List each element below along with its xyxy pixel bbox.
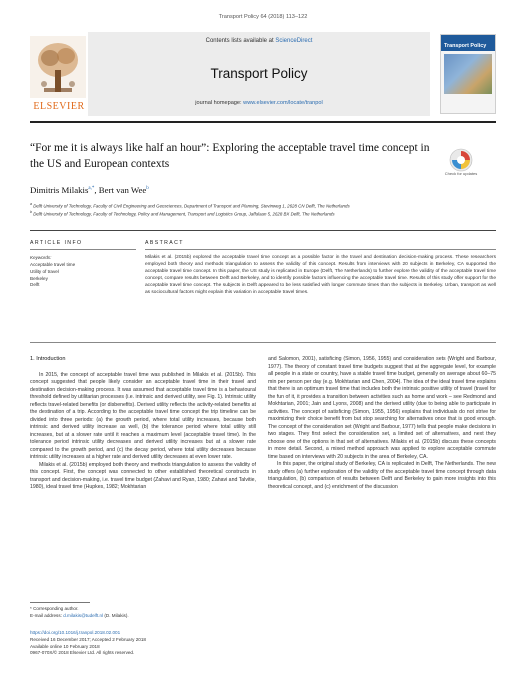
abstract-text: Milakis et al. (2015b) explored the acceptable travel time concept as a possible factor in the travel and destination decision-making process. These researchers employed both theory and methods triangulation to assess the validity of this concept. Results from interviews with 20 subjects in Berkeley, CA supported the acceptable travel time concept. In this paper, the US study is replicated in Europe (Delft, The Netherlands) to further explore the validity of the acceptable travel time concept, compare results between Delft and Berkeley, and to identify possible factors influencing the acceptable travel time. Results of this study offer support for the acceptable travel time concept. The subjects in Delft appeared to be less satisfied with longer commute times than the subjects in Berkeley. Urban, transport as well as sociocultural factors might explain this variation in acceptable travel times. [145,255,496,296]
body-column-right [268,356,496,491]
affiliation-marker: b [30,210,32,214]
body-paragraph: Milakis et al. (2015b) employed both theory and methods triangulation to assess the validity of this concept. First, the concept was connected to other established theoretical constructs in transport and decision-making, i.e. travel time budget (Zahavi and Ryan, 1980; Zahavi and Talvitie, 1980), ideal travel time (Hupkes, 1982; Mokhtarian [30,461,256,490]
publisher-name: ELSEVIER [33,101,85,112]
keyword: Berkeley [30,275,48,281]
abstract-rule [145,249,496,250]
contents-line [88,38,430,44]
footnote-marker: * [30,606,32,611]
homepage-link[interactable]: www.elsevier.com/locate/tranpol [243,100,323,106]
affiliation-marker: a [30,202,32,206]
footnote-rule [30,602,90,603]
doi-link[interactable]: https://doi.org/10.1016/j.tranpol.2018.02.001 [30,630,121,635]
email-line [30,613,129,620]
abstract-bottom-rule [30,342,496,343]
journal-title: Transport Policy [210,66,308,81]
email-suffix: (D. Milakis). [103,612,129,618]
available-online: Available online 10 February 2018 [30,643,100,649]
section-heading: 1. Introduction [30,356,66,362]
affiliation-text: Delft University of Technology, Faculty of Technology, Policy and Management, Transport and Logistics Group, Jaffalaan 5, 2628 BX Delft, The Netherlands [33,211,335,217]
body-paragraph: and Salomon, 2001), satisficing (Simon, 1956, 1955) and consideration sets (Wright and Barbour, 1977). The theory of constant travel time budgets suggest that at the aggregate level, for example all people in a state or country, have a stable travel time budget, generally on average about 60–75 min per person per day (e.g. Mokhtarian and Chen, 2004). The idea of the ideal travel time explains that there is an optimum travel time that includes both the intrinsic positive utility of travel (travel for the fun of it, it provides a transition between activities such as home and work – see Redmond and Mokhtarian, 2001; Jain and Lyons, 2008) and the derived utility (due to being able to participate in activities. The concept of satisficing (Simon, 1955, 1956) explains that individuals do not strive for maximizing their choice benefit from but stop searching for alternatives once that is good enough. The concept of the consideration set (Wright and Barbour, 1977) tells that people make decisions in two stages. They first select the consideration set, a limited set of alternatives, and next they choose one of the options in that set of alternatives. Milakis et al. (2015b) discuss these concepts in more detail. Second, a mixed method approach was applied to explore acceptable commute time based on interviews with 20 subjects in the area of Berkeley, CA. [268,356,496,460]
corresponding-author-note [30,606,129,613]
keywords-label: Keywords: [30,255,52,260]
abstract-heading: ABSTRACT [145,240,184,246]
author-name: Bert van Wee [98,185,147,195]
email-label: E-mail address: [30,612,64,618]
author-name: Dimitris Milakis [30,185,89,195]
copyright: 0967-070X/© 2018 Elsevier Ltd. All rights reserved. [30,650,135,656]
keywords-list [30,262,75,289]
article-footer [30,630,146,657]
body-paragraph: In 2015, the concept of acceptable travel time was published in Milakis et al. (2015b). This concept suggested that people likely consider an acceptable travel time in their travel and destination decision-making process. It was assumed that acceptable travel time is a behavioural threshold defined by utilitarian processes (i.e. intrinsic and derived utility, see Fig. 1). Intrinsic utility reflects travel-related benefits (or disbenefits). Derived utility reflects the activity-related benefits at the destination of a trip. According to the acceptable travel time concept the trip timeline can be divided into three periods: (a) the growth period, where total utility increases, because both intrinsic and derived utility increase as well, (b) the tolerance period where total utility still increases, but at a slower rate until it reaches a maximum level (acceptable travel time). In the tolerance period intrinsic utility decreases and derived utility increases but at a slower rate compared to the growth period, and (c) the decay period, where total utility decreases because intrinsic utility increases at a higher rate and derived utility decreases at even lower rate. [30,371,256,460]
body-column-left [30,356,256,492]
keyword: Acceptable travel time [30,262,76,267]
affiliation-b [30,210,335,216]
cover-image [444,54,492,94]
affiliation-a [30,202,350,208]
journal-reference: Transport Policy 64 (2018) 113–122 [218,14,308,20]
author-affiliation-marker[interactable]: b [146,186,149,192]
received-dates: Received 16 December 2017; Accepted 2 February 2018 [30,636,146,642]
article-info-rule [30,249,136,250]
footnote [30,606,129,619]
article-divider [30,230,496,231]
article-info-heading: ARTICLE INFO [30,240,83,246]
author-line [30,185,149,195]
header-divider [30,121,496,123]
article-title: “For me it is always like half an hour”: Exploring the acceptable travel time concept in the US and European contexts [30,142,430,170]
crossmark-label: Check for updates [444,171,478,176]
homepage-prefix: journal homepage: [195,100,244,106]
journal-cover-thumbnail[interactable] [440,34,496,114]
keyword: Delft [30,282,40,288]
journal-homepage-line [88,100,430,106]
contents-prefix: Contents lists available at [205,38,276,44]
cover-title: Transport Policy [441,41,495,51]
sciencedirect-link[interactable]: ScienceDirect [275,38,313,44]
footnote-text: Corresponding author. [33,606,79,611]
keyword: Utility of travel [30,268,59,274]
author-affiliation-marker[interactable]: a,* [88,186,95,192]
affiliation-text: Delft University of Technology, Faculty of Civil Engineering and Geosciences, Department of Transport and Planning, Stevinweg 1, 2628 CN Delft, The Netherlands [33,203,350,209]
body-paragraph: In this paper, the original study of Berkeley, CA is replicated in Delft, The Netherlands. The new study offers (a) further exploration of the validity of the acceptable travel time concept through data triangulation, (b) comparison of results between Delft and Berkeley to gain more insights into this theoretical concept, and (c) enrichment of the discussion [268,461,496,490]
author-separator: , [94,185,99,195]
email-link[interactable]: d.milakis@tudelft.nl [63,612,104,618]
